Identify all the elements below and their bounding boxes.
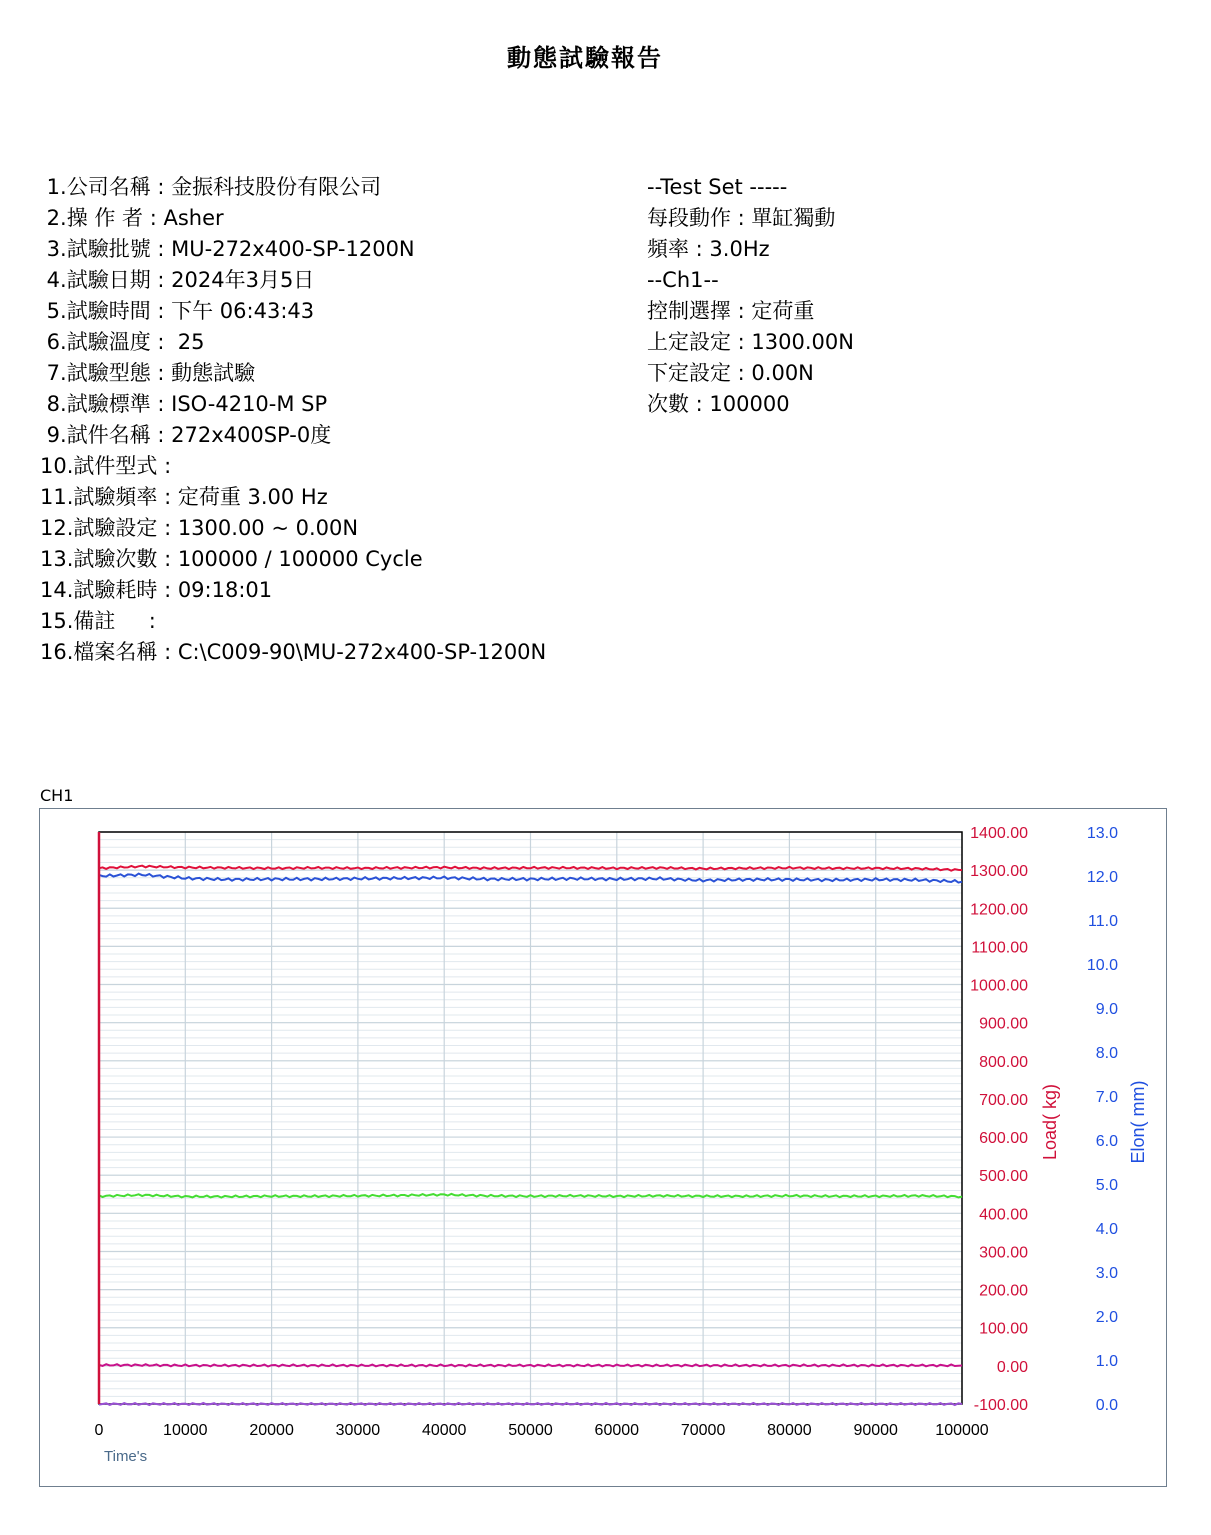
info-row-6: 6.試驗溫度 : 25 — [40, 330, 205, 354]
info-row-12: 12.試驗設定 : 1300.00 ~ 0.00N — [40, 516, 359, 540]
x-tick-label: 60000 — [594, 1422, 640, 1439]
load-axis-title: Load( kg) — [1040, 1083, 1060, 1161]
x-tick-label: 0 — [94, 1422, 104, 1439]
elon-tick-label: 12.0 — [1086, 869, 1118, 886]
elon-tick-label: 1.0 — [1095, 1353, 1118, 1370]
info-row-4: 4.試驗日期 : 2024年3月5日 — [40, 268, 315, 292]
elon-tick-label: 6.0 — [1095, 1133, 1118, 1150]
x-tick-label: 70000 — [680, 1422, 726, 1439]
load-tick-label: 1100.00 — [971, 939, 1028, 957]
load-tick-label: 100.00 — [979, 1320, 1028, 1338]
x-tick-label: 40000 — [421, 1422, 467, 1439]
info-row-8: 8.試驗標準 : ISO-4210-M SP — [40, 392, 328, 416]
setting-row-3: 頻率 : 3.0Hz — [647, 237, 770, 261]
setting-row-2: 每段動作 : 單缸獨動 — [647, 206, 836, 230]
elon-tick-label: 10.0 — [1086, 957, 1118, 974]
load-tick-label: 800.00 — [979, 1053, 1028, 1071]
info-row-1: 1.公司名稱 : 金振科技股份有限公司 — [40, 175, 382, 199]
x-axis-label: Time's — [104, 1448, 148, 1465]
elon-tick-label: 13.0 — [1086, 825, 1118, 842]
x-tick-label: 100000 — [935, 1422, 989, 1439]
elon-axis-title: Elon( mm) — [1128, 1080, 1148, 1164]
load-tick-label: 0.00 — [996, 1358, 1028, 1376]
elon-tick-label: 3.0 — [1095, 1265, 1118, 1282]
info-row-15: 15.備註 : — [40, 609, 156, 633]
info-row-7: 7.試驗型態 : 動態試驗 — [40, 361, 256, 385]
setting-row-1: --Test Set ----- — [647, 175, 788, 199]
elon-tick-label: 0.0 — [1095, 1397, 1118, 1414]
info-row-3: 3.試驗批號 : MU-272x400-SP-1200N — [40, 237, 415, 261]
elon-tick-label: 2.0 — [1095, 1309, 1118, 1326]
setting-row-7: 下定設定 : 0.00N — [647, 361, 814, 385]
load-tick-label: 200.00 — [979, 1282, 1028, 1300]
setting-row-8: 次數 : 100000 — [647, 392, 790, 416]
load-tick-label: 1400.00 — [970, 825, 1028, 842]
x-tick-label: 50000 — [508, 1422, 553, 1439]
x-tick-label: 30000 — [335, 1422, 381, 1439]
info-row-5: 5.試驗時間 : 下午 06:43:43 — [40, 299, 315, 323]
x-tick-label: 10000 — [163, 1422, 208, 1439]
load-tick-label: 600.00 — [979, 1130, 1028, 1148]
elon-tick-label: 4.0 — [1095, 1221, 1118, 1238]
load-tick-label: 1000.00 — [970, 977, 1028, 995]
info-row-13: 13.試驗次數 : 100000 / 100000 Cycle — [40, 547, 423, 571]
load-tick-label: 1200.00 — [970, 901, 1028, 919]
elon-tick-label: 8.0 — [1095, 1045, 1118, 1062]
load-tick-label: 500.00 — [979, 1168, 1028, 1186]
info-row-2: 2.操 作 者 : Asher — [40, 206, 224, 230]
x-tick-label: 80000 — [767, 1422, 812, 1439]
load-tick-label: 900.00 — [979, 1015, 1028, 1033]
elon-tick-label: 7.0 — [1095, 1089, 1118, 1106]
info-row-11: 11.試驗頻率 : 定荷重 3.00 Hz — [40, 485, 328, 509]
info-row-10: 10.試件型式 : — [40, 454, 172, 478]
load-tick-label: 400.00 — [979, 1206, 1028, 1224]
info-row-16: 16.檔案名稱 : C:\C009-90\MU-272x400-SP-1200N — [40, 640, 547, 664]
info-row-9: 9.試件名稱 : 272x400SP-0度 — [40, 423, 332, 447]
load-tick-label: 700.00 — [979, 1091, 1028, 1109]
setting-row-4: --Ch1-- — [647, 268, 719, 292]
elon-tick-label: 5.0 — [1095, 1177, 1118, 1194]
info-row-14: 14.試驗耗時 : 09:18:01 — [40, 578, 273, 602]
x-tick-label: 90000 — [853, 1422, 898, 1439]
load-tick-label: 300.00 — [979, 1244, 1028, 1262]
load-tick-label: 1300.00 — [970, 863, 1028, 881]
setting-row-5: 控制選擇 : 定荷重 — [647, 299, 815, 323]
setting-row-6: 上定設定 : 1300.00N — [647, 330, 854, 354]
chart-panel-label: CH1 — [40, 786, 74, 805]
x-tick-label: 20000 — [249, 1422, 294, 1439]
elon-tick-label: 11.0 — [1088, 913, 1118, 930]
load-tick-label: -100.00 — [973, 1397, 1028, 1414]
elon-tick-label: 9.0 — [1095, 1001, 1118, 1018]
report-title: 動態試驗報告 — [507, 44, 663, 72]
